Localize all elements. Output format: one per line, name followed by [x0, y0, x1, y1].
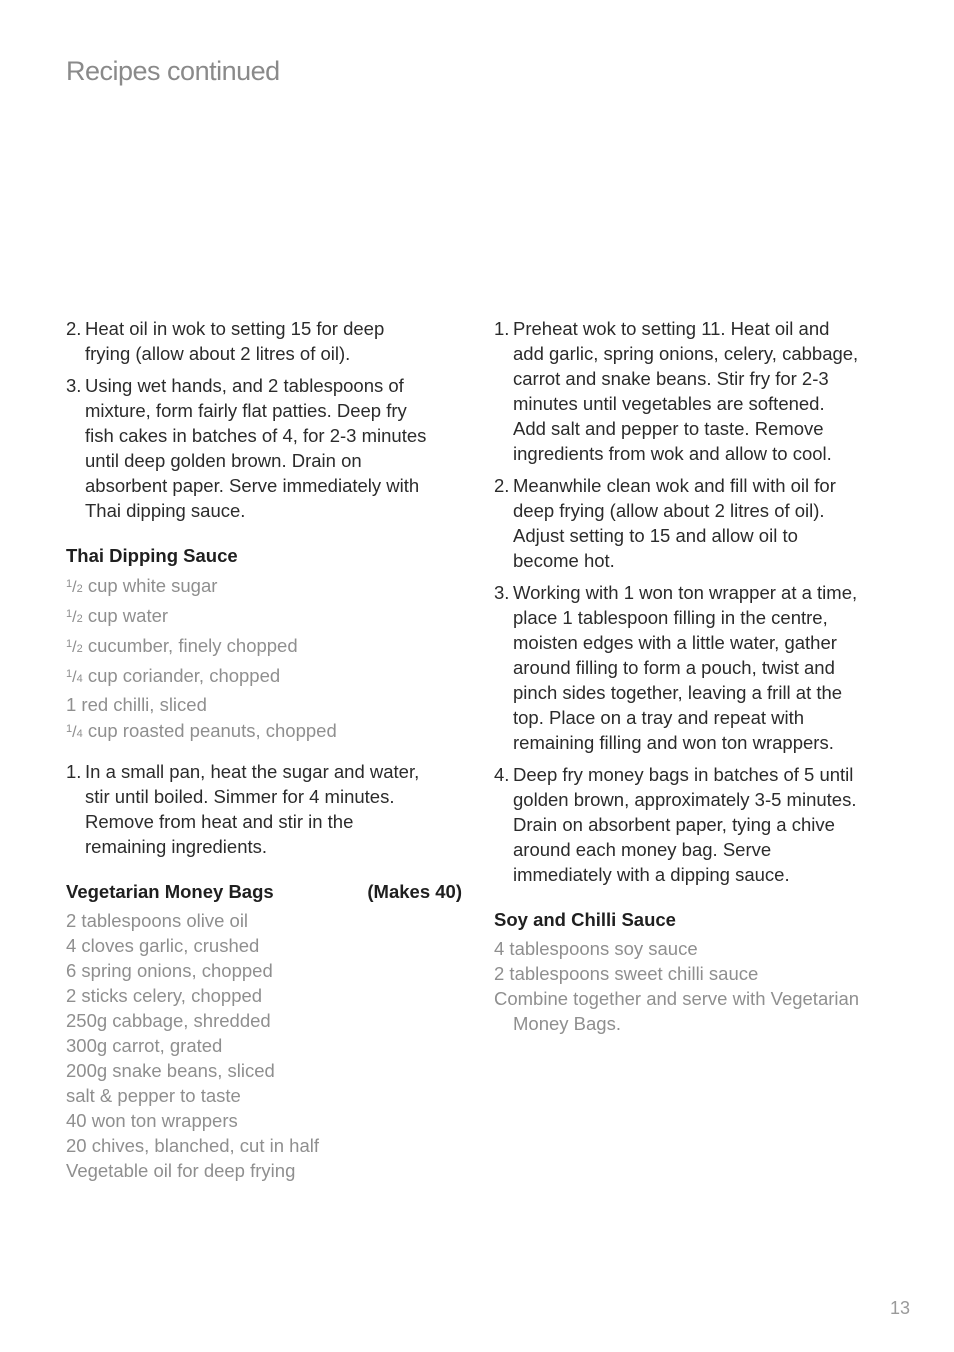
fraction-denominator: 2	[76, 583, 83, 595]
step-text: Preheat wok to setting 11. Heat oil and add garlic, spring onions, celery, cabbage, carrot and snake beans. Stir fry for 2-3 minutes until vegetables are softened. Add salt and pepper to taste. Remove ingredients from wok and allow to cool.	[513, 318, 859, 464]
ingredient-item: Vegetable oil for deep frying	[66, 1160, 296, 1181]
step-number: 2.	[494, 475, 510, 496]
ingredient-item: 2 sticks celery, chopped	[66, 985, 263, 1006]
ingredient-text: cucumber, finely chopped	[87, 635, 298, 656]
ingredient-list	[66, 908, 462, 1183]
ingredient-item: 2 tablespoons olive oil	[66, 910, 249, 931]
step-number: 3.	[66, 375, 82, 396]
step-text: Deep fry money bags in batches of 5 until golden brown, approximately 3-5 minutes. Drain on absorbent paper, tying a chive around each money bag. Serve immediately with a dipping sauce.	[513, 764, 857, 885]
heading-text: Soy and Chilli Sauce	[494, 909, 676, 930]
fraction-numerator: 1	[66, 608, 73, 620]
step-text: In a small pan, heat the sugar and water, stir until boiled. Simmer for 4 minutes. Remove from heat and stir in the remaining ingredients.	[85, 761, 420, 857]
ingredient-item: 40 won ton wrappers	[66, 1110, 238, 1131]
fraction-denominator: 2	[76, 613, 83, 625]
recipe-step	[66, 316, 462, 366]
heading-text: Vegetarian Money Bags	[66, 881, 274, 902]
recipe-step	[494, 473, 890, 573]
ingredient-item: 4 tablespoons soy sauce	[494, 938, 698, 959]
ingredient-item: 4 cloves garlic, crushed	[66, 935, 260, 956]
recipe-step	[494, 762, 890, 887]
page-title: Recipes continued	[66, 56, 280, 86]
step-text: Using wet hands, and 2 tablespoons of mixture, form fairly flat patties. Deep fry fish cakes in batches of 4, for 2-3 minutes until deep golden brown. Drain on absorbent paper. Serve immediately with Thai dipping sauce.	[85, 375, 427, 521]
ingredient-item: salt & pepper to taste	[66, 1085, 241, 1106]
ingredient-text: cup white sugar	[87, 575, 218, 596]
section-heading-soy-and-chilli-sauce	[494, 907, 890, 932]
fraction-denominator: 4	[76, 673, 83, 685]
ingredient-item: $^1$/4 cup roasted peanuts, chopped	[66, 720, 337, 741]
ingredient-item: $^1$/2 cup white sugar	[66, 575, 218, 596]
fraction-numerator: 1	[66, 578, 73, 590]
recipe-step	[66, 373, 462, 523]
section-heading-thai-dipping-sauce	[66, 543, 462, 568]
heading-text: Thai Dipping Sauce	[66, 545, 238, 566]
ingredient-text: 1 red chilli, sliced	[66, 694, 207, 715]
ingredient-list	[494, 936, 890, 1036]
ingredient-item: $^1$/4 cup coriander, chopped	[66, 665, 281, 686]
ingredient-item: 300g carrot, grated	[66, 1035, 223, 1056]
step-text: Heat oil in wok to setting 15 for deep frying (allow about 2 litres of oil).	[85, 318, 385, 364]
step-number: 1.	[494, 318, 510, 339]
ingredient-item: 200g snake beans, sliced	[66, 1060, 275, 1081]
step-text: Meanwhile clean wok and fill with oil for deep frying (allow about 2 litres of oil). Adjust setting to 15 and allow oil to become hot.	[513, 475, 836, 571]
step-text: Working with 1 won ton wrapper at a time, place 1 tablespoon filling in the centre, moisten edges with a little water, gather around filling to form a pouch, twist and pinch sides together, leaving a frill at the top. Place on a tray and repeat with remaining filling and won ton wrappers.	[513, 582, 858, 753]
section-heading-vegetarian-money-bags	[66, 879, 462, 904]
step-number: 1.	[66, 761, 82, 782]
ingredient-text: cup water	[87, 605, 169, 626]
ingredient-item: 6 spring onions, chopped	[66, 960, 273, 981]
left-column	[66, 316, 462, 1195]
recipe-step	[494, 316, 890, 466]
ingredient-item: $^1$/2 cucumber, finely chopped	[66, 635, 298, 656]
ingredient-item: 2 tablespoons sweet chilli sauce	[494, 963, 759, 984]
fraction-numerator: 1	[66, 668, 73, 680]
step-number: 4.	[494, 764, 510, 785]
ingredient-item: 20 chives, blanched, cut in half	[66, 1135, 319, 1156]
fraction-denominator: 2	[76, 643, 83, 655]
ingredient-text: cup roasted peanuts, chopped	[87, 720, 337, 741]
right-column	[494, 316, 890, 1048]
ingredient-item: $^1$/2 cup water	[66, 605, 169, 626]
recipe-step	[494, 580, 890, 755]
ingredient-text: cup coriander, chopped	[87, 665, 281, 686]
ingredient-item	[66, 692, 462, 717]
step-number: 2.	[66, 318, 82, 339]
fraction-denominator: 4	[76, 728, 83, 740]
makes-quantity: (Makes 40)	[367, 881, 462, 902]
recipe-step	[66, 759, 462, 859]
step-number: 3.	[494, 582, 510, 603]
method-text: Combine together and serve with Vegetarian Money Bags.	[494, 988, 860, 1034]
ingredient-list	[66, 572, 462, 747]
ingredient-item: 250g cabbage, shredded	[66, 1010, 271, 1031]
page-number: 13	[889, 1298, 910, 1318]
fraction-numerator: 1	[66, 723, 73, 735]
fraction-numerator: 1	[66, 638, 73, 650]
